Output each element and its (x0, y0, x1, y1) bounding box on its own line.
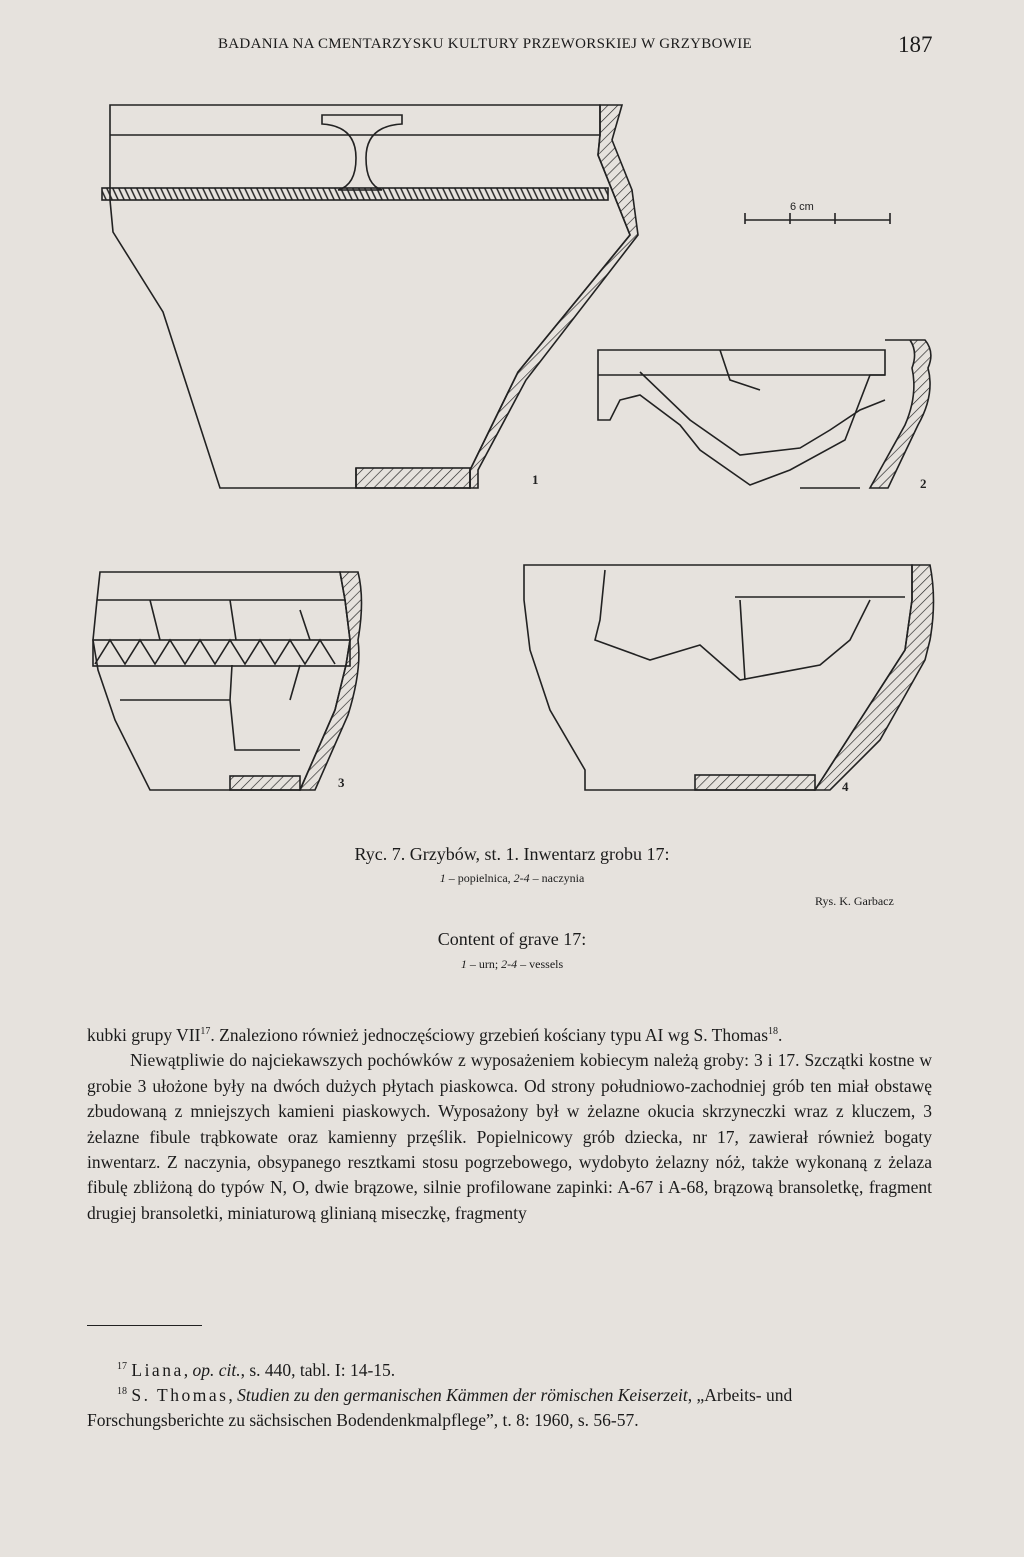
figure-caption-en: Content of grave 17: (437, 929, 587, 949)
figure-legend-pl: 1 – popielnica, 2-4 – naczynia (439, 871, 585, 885)
figure-credit: Rys. K. Garbacz (815, 894, 894, 908)
running-head: BADANIA NA CMENTARZYSKU KULTURY PRZEWORSKIEJ W GRZYBOWIE (218, 36, 752, 52)
footnote-18: $^{18}$ S. Thomas, Studien zu den germanischen Kämmen der römischen Keiserzeit, „Arbeits- und Forschungsberichte zu sächsischen Bodendenkmalpflege”, t. 8: 1960, s. 56-57. (87, 1385, 793, 1430)
figure-legend-en: 1 – urn; 2-4 – vessels (460, 957, 564, 971)
footnotes (87, 1358, 932, 1433)
footnote-rule (87, 1325, 202, 1326)
vessel-4-drawing (524, 565, 934, 790)
paragraph-2: Niewątpliwie do najciekawszych pochówków z wyposażeniem kobiecym należą groby: 3 i 17. Szczątki kostne w grobie 3 ułożone były na dwóch dużych płytach piaskowca. Od strony południowo-zachodniej grób ten miał obstawę zbudowaną z mniejszych kamieni piaskowych. Wyposażony był w żelazne okucia skrzyneczki wraz z kluczem, 3 żelazne fibule trąbkowate oraz kamienny przęślik. Popielnicowy grób dziecka, nr 17, zawierał również bogaty inwentarz. Z naczynia, obsypanego resztkami stosu pogrzebowego, wydobyto żelazny nóż, także wykonaną z żelaza fibulę zbliżoną do typów N, O, dwie brązowe, silnie profilowane zapinki: A-67 i A-68, brązową bransoletkę, fragment drugiej bransoletki, miniaturową glinianą miseczkę, fragmenty (87, 1050, 932, 1223)
vessel-1-drawing (102, 105, 638, 488)
vessel-4-label: 4 (842, 779, 849, 794)
scale-bar (745, 213, 890, 224)
vessel-2-label: 2 (920, 476, 927, 491)
footnote-17: $^{17}$ Liana, op. cit., s. 440, tabl. I: 14-15. (117, 1360, 396, 1380)
scale-label: 6 cm (790, 201, 814, 213)
vessel-1-label: 1 (532, 472, 539, 487)
paragraph-1: kubki grupy VII$^{17}$. Znaleziono również jednoczęściowy grzebień kościany typu AI wg S. Thomas$^{18}$. (87, 1025, 783, 1045)
vessel-2-drawing (598, 340, 931, 488)
page-number: 187 (898, 32, 933, 57)
figure-caption-pl: Ryc. 7. Grzybów, st. 1. Inwentarz grobu 17: (354, 844, 670, 864)
vessel-3-label: 3 (338, 775, 345, 790)
body-text (87, 1023, 932, 1226)
vessel-3-drawing (93, 572, 362, 790)
